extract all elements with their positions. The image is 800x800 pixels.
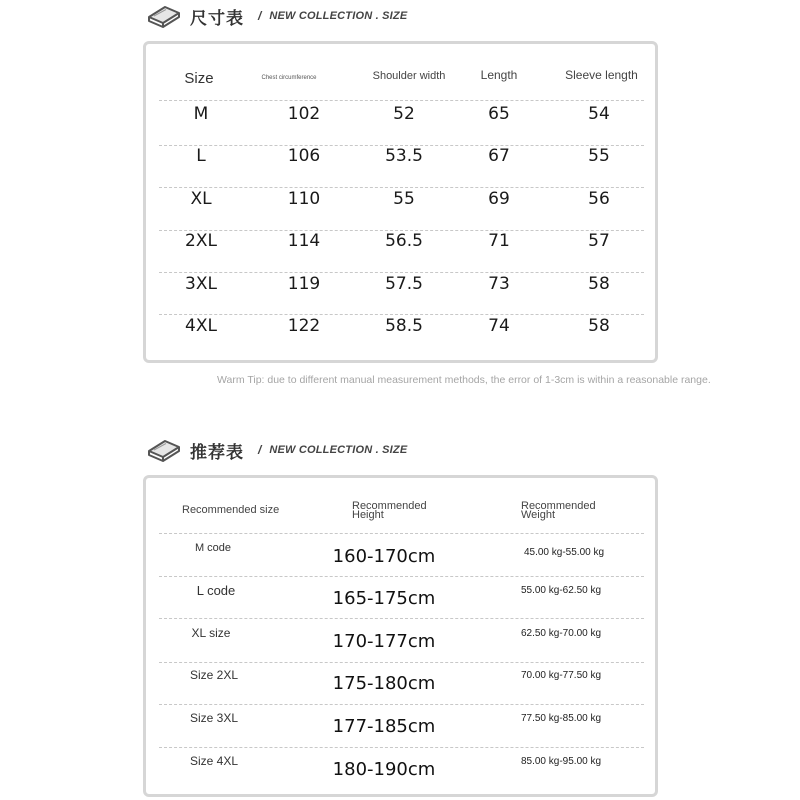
cell-weight: 85.00 kg-95.00 kg — [520, 755, 602, 767]
recommend-table — [143, 475, 658, 797]
header-chest: Chest circumference — [261, 75, 317, 81]
cell-length: 69 — [488, 189, 510, 209]
cell-sleeve: 58 — [588, 274, 610, 294]
header-length: Length — [480, 68, 518, 82]
divider — [159, 100, 644, 101]
cell-length: 71 — [488, 231, 510, 251]
cell-height: 160-170cm — [332, 546, 436, 567]
cell-length: 65 — [488, 104, 510, 124]
cell-length: 73 — [488, 274, 510, 294]
cell-chest: 114 — [287, 231, 321, 251]
divider — [159, 662, 644, 663]
header-line: Height — [352, 509, 384, 521]
header-shoulder: Shoulder width — [372, 70, 446, 82]
header-recommended-size: Recommended size — [182, 504, 280, 516]
divider — [159, 533, 644, 534]
cell-weight: 70.00 kg-77.50 kg — [520, 669, 602, 681]
cell-height: 175-180cm — [332, 673, 436, 694]
header-recommended-height — [352, 502, 427, 520]
warm-tip-note: Warm Tip: due to different manual measurement methods, the error of 1-3cm is within a reasonable range. — [217, 374, 711, 386]
size-chart-subtitle: NEW COLLECTION . SIZE — [269, 10, 408, 22]
cell-sleeve: 58 — [588, 316, 610, 336]
cell-size: Size 3XL — [189, 711, 239, 725]
size-chart-title: 尺寸表 — [190, 8, 244, 29]
header-line: Weight — [521, 509, 556, 521]
cell-size: 3XL — [185, 274, 217, 294]
divider — [159, 618, 644, 619]
cell-weight: 55.00 kg-62.50 kg — [520, 584, 602, 596]
cell-height: 177-185cm — [332, 716, 436, 737]
cell-size: L code — [196, 582, 236, 598]
cell-sleeve: 56 — [588, 189, 610, 209]
cell-size: M — [193, 104, 209, 124]
cell-chest: 110 — [287, 189, 321, 209]
cell-shoulder: 58.5 — [385, 316, 423, 336]
size-chart-table — [143, 41, 658, 363]
cell-chest: 119 — [287, 274, 321, 294]
divider — [159, 576, 644, 577]
divider — [159, 747, 644, 748]
cell-size: Size 2XL — [189, 668, 239, 682]
cell-length: 67 — [488, 146, 510, 166]
cell-height: 170-177cm — [332, 631, 436, 652]
title-separator: / — [258, 9, 262, 23]
cell-weight: 45.00 kg-55.00 kg — [523, 547, 605, 558]
cell-size: XL size — [191, 626, 231, 640]
cell-shoulder: 52 — [393, 104, 415, 124]
cell-size: 4XL — [185, 316, 217, 336]
cell-shoulder: 53.5 — [385, 146, 423, 166]
divider — [159, 704, 644, 705]
cell-chest: 122 — [287, 316, 321, 336]
cell-shoulder: 56.5 — [385, 231, 423, 251]
book-icon — [146, 437, 182, 463]
cell-chest: 106 — [287, 146, 321, 166]
cell-size: M code — [194, 542, 232, 554]
header-line: Recommended — [521, 500, 596, 512]
size-chart-header — [146, 0, 407, 32]
divider — [159, 187, 644, 188]
divider — [159, 314, 644, 315]
cell-height: 165-175cm — [332, 588, 436, 609]
book-icon — [146, 3, 182, 29]
cell-shoulder: 55 — [393, 189, 415, 209]
header-sleeve: Sleeve length — [565, 68, 638, 82]
cell-size: 2XL — [185, 231, 217, 251]
recommend-chart-header — [146, 434, 407, 466]
cell-shoulder: 57.5 — [385, 274, 423, 294]
cell-weight: 77.50 kg-85.00 kg — [520, 712, 602, 724]
recommend-chart-subtitle: NEW COLLECTION . SIZE — [269, 444, 408, 456]
cell-sleeve: 54 — [588, 104, 610, 124]
cell-size: Size 4XL — [189, 754, 239, 768]
title-separator: / — [258, 443, 262, 457]
cell-weight: 62.50 kg-70.00 kg — [520, 627, 602, 639]
header-line: Recommended — [352, 500, 427, 512]
cell-height: 180-190cm — [332, 759, 436, 780]
cell-size: XL — [190, 189, 212, 209]
table-header-row — [159, 66, 644, 90]
cell-chest: 102 — [287, 104, 321, 124]
header-size: Size — [184, 69, 214, 87]
cell-size: L — [196, 146, 206, 166]
divider — [159, 272, 644, 273]
table-header-row — [159, 500, 644, 524]
cell-sleeve: 57 — [588, 231, 610, 251]
recommend-chart-title: 推荐表 — [190, 442, 244, 463]
cell-length: 74 — [488, 316, 510, 336]
cell-sleeve: 55 — [588, 146, 610, 166]
header-recommended-weight — [521, 502, 596, 520]
